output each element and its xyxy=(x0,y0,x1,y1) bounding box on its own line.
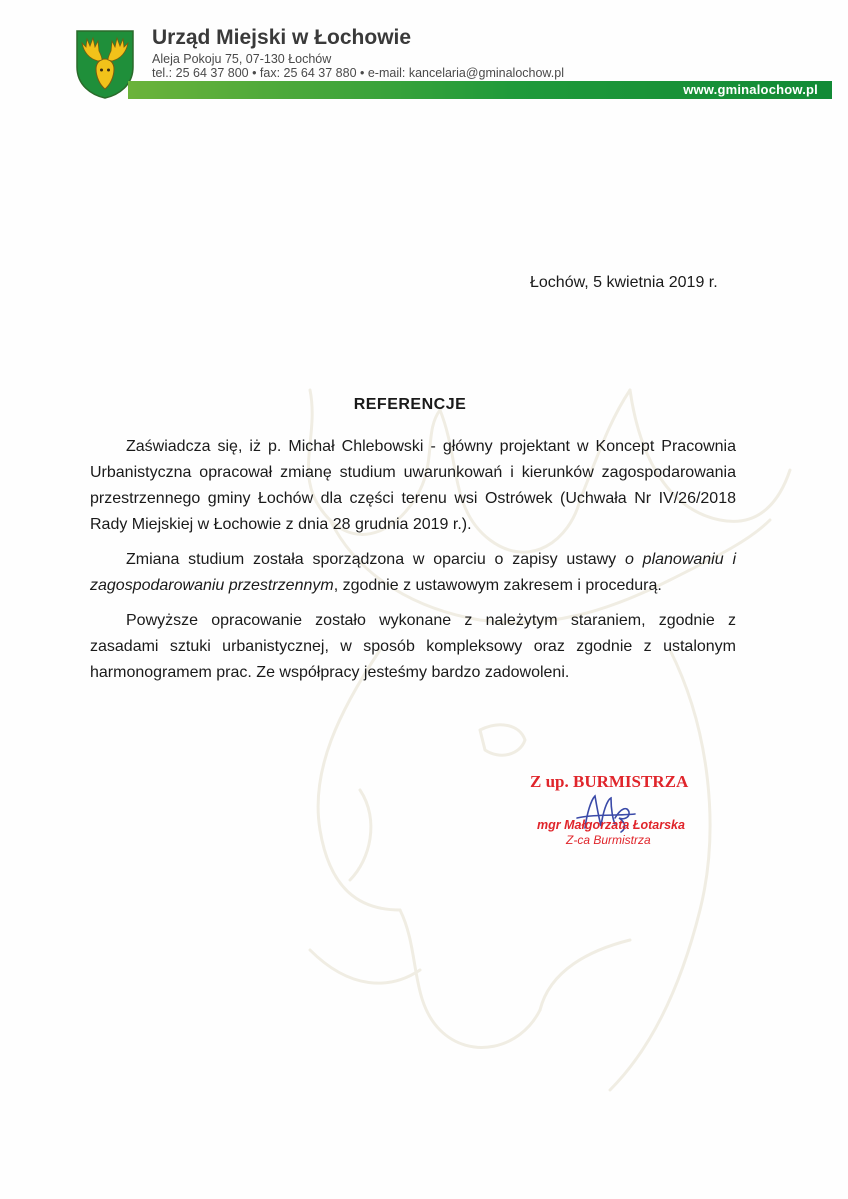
letter-date: Łochów, 5 kwietnia 2019 r. xyxy=(530,274,718,291)
stamp-title: Z up. BURMISTRZA xyxy=(530,772,689,791)
org-address: Aleja Pokoju 75, 07-130 Łochów xyxy=(152,52,332,66)
act-title: o planowaniu i zagospodarowaniu przestrzennym xyxy=(90,551,736,594)
org-name: Urząd Miejski w Łochowie xyxy=(152,26,412,49)
paragraph-2-end: , zgodnie z ustawowym zakresem i procedurą. xyxy=(333,577,662,594)
letter-body xyxy=(90,434,736,695)
org-contact: tel.: 25 64 37 800 • fax: 25 64 37 880 • e-mail: kancelaria@gminalochow.pl xyxy=(152,66,564,80)
paragraph-2 xyxy=(90,547,736,599)
website-link[interactable]: www.gminalochow.pl xyxy=(683,82,818,97)
paragraph-3: Powyższe opracowanie zostało wykonane z należytym staraniem, zgodnie z zasadami sztuki urbanistycznej, w sposób kompleksowy oraz zgodnie z ustalonym harmonogramem prac. Ze współpracy jesteśmy bardzo zadowoleni. xyxy=(90,612,736,681)
elk-crest-icon xyxy=(74,29,136,99)
paragraph-2-start: Zmiana studium została sporządzona w oparciu o zapisy ustawy xyxy=(126,551,625,568)
letter-title: REFERENCJE xyxy=(353,396,467,413)
header-green-bar xyxy=(128,81,832,99)
stamp-name: mgr Małgorzata Łotarska xyxy=(537,818,685,832)
paragraph-1: Zaświadcza się, iż p. Michał Chlebowski - główny projektant w Koncept Pracownia Urbanistyczna opracował zmianę studium uwarunkowań i kierunków zagospodarowania przestrzennego gminy Łochów dla części terenu wsi Ostrówek (Uchwała Nr IV/26/2018 Rady Miejskiej w Łochowie z dnia 28 grudnia 2019 r.). xyxy=(90,438,736,533)
stamp-role: Z-ca Burmistrza xyxy=(566,833,651,847)
